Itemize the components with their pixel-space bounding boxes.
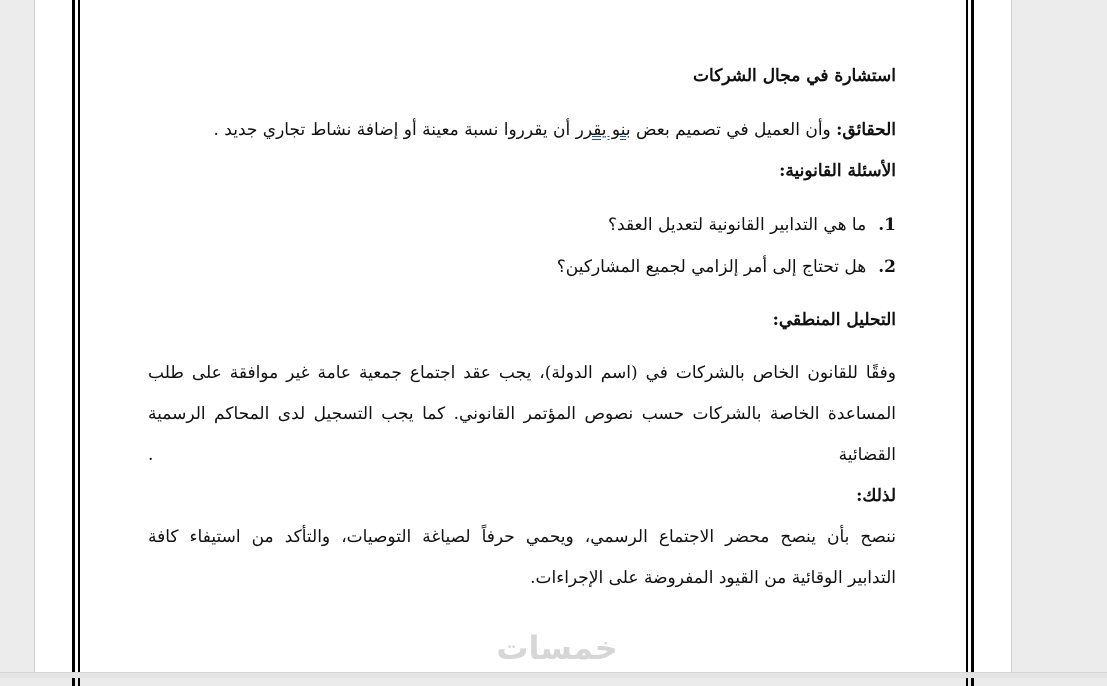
list-item-number: 2.	[878, 257, 896, 277]
conclusion-heading: لذلك:	[856, 486, 896, 506]
analysis-line-period: .	[148, 445, 154, 465]
bottom-scroll-area	[0, 672, 1107, 678]
analysis-line: القضائية	[838, 445, 896, 465]
document-title: استشارة في مجال الشركات	[693, 66, 896, 86]
analysis-line: وفقًا للقانون الخاص بالشركات في (اسم الدولة)، يجب عقد اجتماع جمعية عامة غير موافقة على طلب	[148, 363, 896, 383]
misspelled-word[interactable]: بنو يقرر	[575, 120, 631, 140]
list-item	[557, 247, 896, 287]
list-item-text: ما هي التدابير القانونية لتعديل العقد؟	[608, 215, 867, 235]
facts-label: الحقائق:	[836, 120, 896, 140]
facts-text-after: أن يقرروا نسبة معينة أو إضافة نشاط تجاري جديد .	[213, 120, 576, 140]
analysis-line: المساعدة الخاصة بالشركات حسب نصوص المؤتمر القانوني. كما يجب التسجيل لدى المحاكم الرسمية	[148, 404, 896, 424]
facts-paragraph	[213, 110, 896, 150]
legal-questions-heading: الأسئلة القانونية:	[779, 161, 896, 181]
watermark-logo: خمسات	[496, 629, 618, 667]
list-item-number: 1.	[878, 215, 896, 235]
analysis-heading: التحليل المنطقي:	[772, 310, 896, 330]
list-item-text: هل تحتاج إلى أمر إلزامي لجميع المشاركين؟	[556, 257, 867, 277]
conclusion-line: ننصح بأن ينصح محضر الاجتماع الرسمي، ويحمي حرفاً لصياغة التوصيات، والتأكد من استيفاء كافة	[148, 527, 896, 547]
list-item	[608, 205, 896, 245]
facts-text-before: وأن العميل في تصميم بعض	[630, 120, 837, 140]
conclusion-line: التدابير الوقائية من القيود المفروضة على الإجراءات.	[530, 568, 896, 588]
